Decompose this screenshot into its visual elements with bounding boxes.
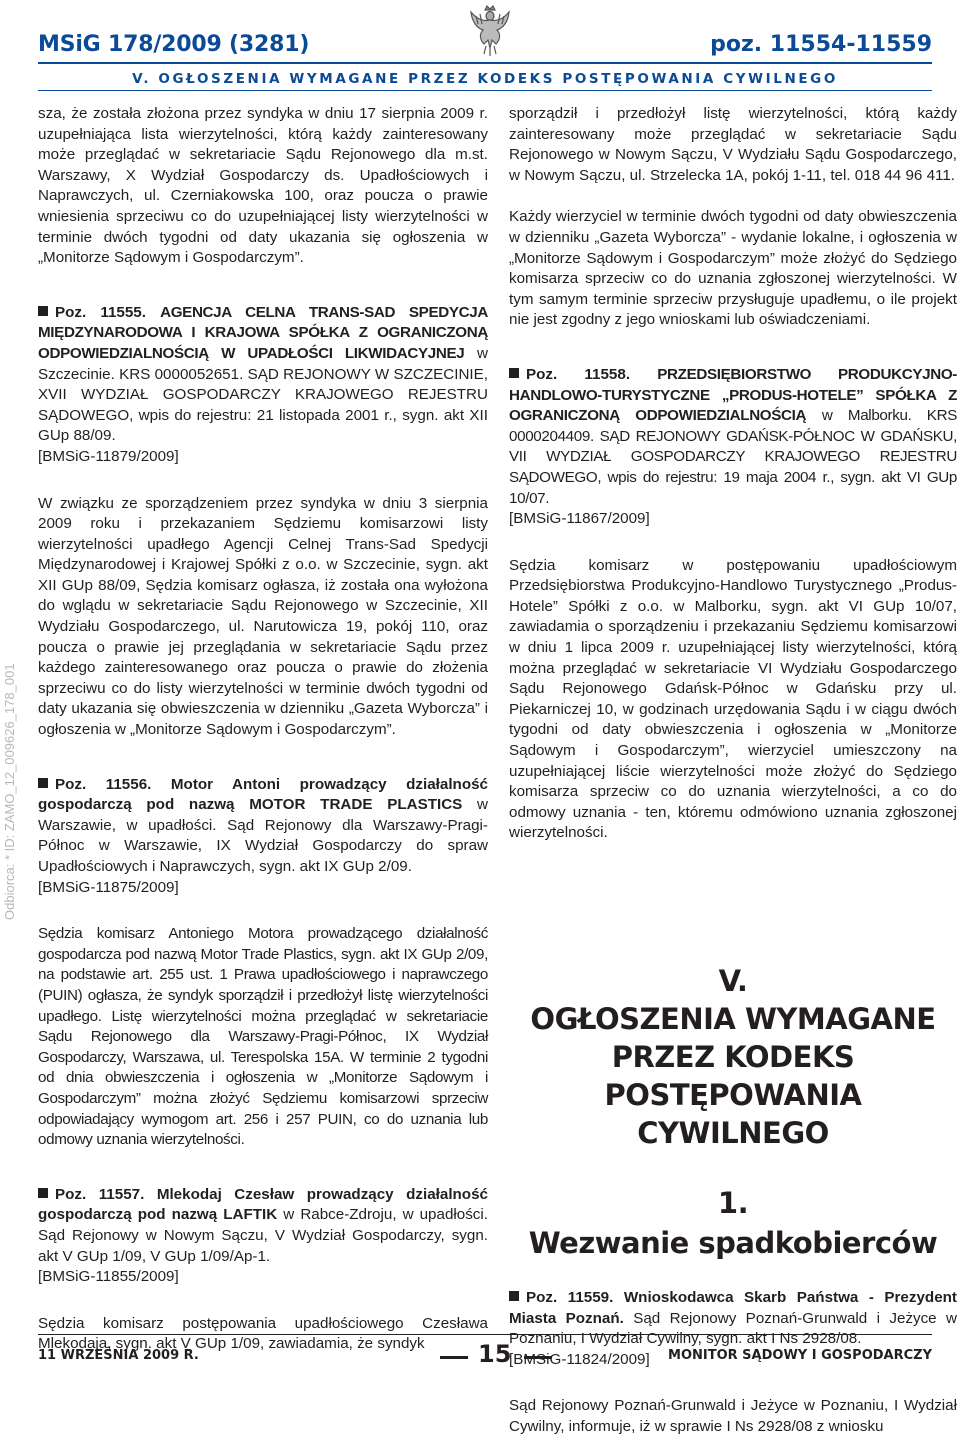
entry-11555 [38, 303, 488, 741]
header-subrule [38, 90, 932, 91]
entry-reference: [BMSiG-11875/2009] [38, 878, 179, 896]
entry-body: Sędzia komisarz Antoniego Motora prowadzącego działalność gospodarcza pod nazwą Motor Trade Plastics, sygn. akt IX GUp 2/09, na podstawie art. 255 ust. 1 Prawa upadłościowego i naprawczego (PUIN) ogłasza, że syndyk sporządził i przedłożył listę wierzytelności upadłego. Listę wierzytelności można przeglądać w sekretariacie Sądu Rejonowego dla Warszawy-Pragi-Północ, IX Wydział Gospodarczy, Warszawa, ul. Terespolska 15A. W terminie 2 tygodni od dnia obwieszczenia i ogłoszenia w „Monitorze Sądowym i Gospodarczym” można złożyć Sędziemu komisarzowi sprzeciw odpowiadający wymogom art. 256 i 257 PUIN, co do uznania lub odmowy uznania wierzytelności. [38, 925, 488, 1149]
page-number: 15 [478, 1340, 512, 1368]
entry-heading [38, 775, 488, 878]
entry-heading [38, 303, 488, 447]
entry-title: Wnioskodawca Skarb Państwa - Prezydent Miasta Poznań. [509, 1289, 957, 1327]
section-title-line-3: POSTĘPOWANIA CYWILNEGO [604, 1078, 862, 1150]
entry-number: Poz. 11559. [526, 1289, 614, 1306]
entry-details: w Warszawie, w upadłości. Sąd Rejonowy dla Warszawy-Pragi-Północ w Warszawie, IX Wydział Gospodarczy do spraw Upadłościowych i Naprawczych, sygn. akt IX GUp 2/09. [38, 796, 488, 875]
entry-heading [509, 1288, 957, 1350]
square-bullet-icon [38, 306, 48, 316]
entry-details: w Rabce-Zdroju, w upadłości. Sąd Rejonowy w Nowym Sączu, V Wydział Gospodarczy, sygn. akt V GUp 1/09, V GUp 1/09/Ap-1. [38, 1206, 488, 1265]
entry-title: AGENCJA CELNA TRANS-SAD SPEDYCJA MIĘDZYNARODOWA I KRAJOWA SPÓŁKA Z OGRANICZONĄ ODPOWIEDZIALNOŚCIĄ W UPADŁOŚCI LIKWIDACYJNEJ [38, 303, 488, 362]
issue-number: MSiG 178/2009 (3281) [38, 32, 310, 57]
entry-11556 [38, 775, 488, 1151]
entry-reference: [BMSiG-11824/2009] [509, 1350, 650, 1368]
entry-body: Sędzia komisarz postępowania upadłościowego Czesława Mlekodaja, sygn. akt V GUp 1/09, zawiadamia, że syndyk [38, 1314, 488, 1353]
square-bullet-icon [38, 778, 48, 788]
entry-details: Sąd Rejonowy Poznań-Grunwald i Jeżyce w Poznaniu, I Wydział Cywilny, sygn. akt I Ns 2928/08. [509, 1309, 957, 1348]
entry-11557 [38, 1185, 488, 1355]
entry-reference: [BMSiG-11855/2009] [38, 1268, 179, 1286]
entry-body: Sąd Rejonowy Poznań-Grunwald i Jeżyce w Poznaniu, I Wydział Cywilny, informuje, iż w sprawie I Ns 2928/08 z wniosku [509, 1397, 957, 1435]
entry-body: W związku ze sporządzeniem przez syndyka w dniu 3 sierpnia 2009 roku i przekazaniem Sędziemu komisarzowi listy wierzytelności upadłego Agencji Celnej Trans-Sad Spedycji Międzynarodowej i Krajowej Spółki z o.o. w Szczecinie, sygn. akt XII GUp 88/09, Sędzia komisarz ogłasza, iż została ona wyłożona do wglądu w sekretariacie Sądu Rejonowego w Szczecinie, XII Wydziału Gospodarczego, ul. Narutowicza 19, pokój 110, oraz poucza o prawie jej przeglądania w sekretariacie Sądu przez każdego zainteresowanego oraz poucza o prawie do złożenia sprzeciwu co do listy wierzytelności w terminie dwóch tygodni od daty ukazania się obwieszczenia w dzienniku „Gazeta Wyborcza” i ogłoszenia w „Monitorze Sądowym i Gospodarczym”. [38, 494, 488, 739]
entry-reference: [BMSiG-11879/2009] [38, 447, 179, 465]
entry-heading [38, 1185, 488, 1267]
subsection-number: 1. [717, 1186, 749, 1220]
entry-number: Poz. 11556. [55, 775, 152, 793]
objection-paragraph: Każdy wierzyciel w terminie dwóch tygodni od daty obwieszczenia w dzienniku „Gazeta Wyborcza” - wydanie lokalne, i ogłoszenia w „Monitorze Sądowym i Gospodarczym” może złożyć do Sędziego komisarza sprzeciw co do uznania zgłoszonej wierzytelności. W tym samym terminie sprzeciw przysługuje upadłemu, o ile projekt nie jest zgodny z jego wnioskami lub oświadczeniami. [509, 208, 957, 329]
position-range: poz. 11554-11559 [710, 32, 932, 57]
continued-paragraph: sporządził i przedłożył listę wierzytelności, którą każdy zainteresowany może przeglądać w sekretariacie Sądu Rejonowego w Nowym Sączu, V Wydziału Sądu Gospodarczego, w Nowym Sączu, ul. Strzelecka 1A, pokój 1-11, tel. 018 44 96 411. [509, 105, 957, 184]
square-bullet-icon [509, 368, 519, 378]
entry-heading [509, 365, 957, 509]
entry-title: Motor Antoni prowadzący działalność gospodarczą pod nazwą MOTOR TRADE PLASTICS [38, 775, 488, 814]
header-rule [38, 62, 932, 64]
section-title-line-1: OGŁOSZENIA WYMAGANE [530, 1002, 936, 1036]
section-running-title: V. OGŁOSZENIA WYMAGANE PRZEZ KODEKS POSTĘPOWANIA CYWILNEGO [132, 71, 838, 87]
entry-details: w Szczecinie. KRS 0000052651. SĄD REJONOWY W SZCZECINIE, XVII WYDZIAŁ GOSPODARCZY KRAJOWEGO REJESTRU SĄDOWEGO, wpis do rejestru: 21 listopada 2001 r., sygn. akt XII GUp 88/09. [38, 344, 488, 445]
polish-eagle-emblem-icon [468, 4, 512, 58]
subsection-title: Wezwanie spadkobierców [528, 1226, 938, 1260]
entry-details: w Malborku. KRS 0000204409. SĄD REJONOWY GDAŃSK-PÓŁNOC W GDAŃSKU, VII WYDZIAŁ GOSPODARCZY KRAJOWEGO REJESTRU SĄDOWEGO, wpis do rejestru: 19 maja 2004 r., sygn. akt VI GUp 10/07. [509, 407, 957, 507]
page-number-dash-right [524, 1356, 552, 1359]
section-number: V. [718, 964, 748, 998]
entry-number: Poz. 11555. [55, 303, 146, 321]
square-bullet-icon [38, 1188, 48, 1198]
entry-11558 [509, 365, 957, 844]
page-number-dash-left [440, 1356, 468, 1359]
entry-reference: [BMSiG-11867/2009] [509, 510, 650, 528]
entry-title: PRZEDSIĘBIORSTWO PRODUKCYJNO-HANDLOWO-TURYSTYCZNE „PRODUS-HOTELE” SPÓŁKA Z OGRANICZONĄ ODPOWIEDZIALNOŚCIĄ [509, 365, 957, 425]
section-title-line-2: PRZEZ KODEKS [611, 1040, 855, 1074]
entry-title: Mlekodaj Czesław prowadzący działalność gospodarczą pod nazwą LAFTIK [38, 1185, 488, 1224]
footer-publication: MONITOR SĄDOWY I GOSPODARCZY [668, 1348, 932, 1363]
entry-body: Sędzia komisarz w postępowaniu upadłościowym Przedsiębiorstwa Produkcyjno-Handlowo Turystycznego „Produs-Hotele” Spółki z o.o. w Malborku, sygn. akt VI GUp 10/07, zawiadamia o sporządzeniu i przekazaniu Sędziemu komisarzowi w dniu 1 lipca 2009 r. uzupełniającej listy wierzytelności, którą można przeglądać w sekretariacie VI Wydziału Gospodarczego Sądu Rejonowego Gdańsk-Północ w Gdańsku przy ul. Piekarniczej 10, w godzinach urzędowania Sądu i w ciągu dwóch tygodni od daty obwieszczenia i ogłoszenia w „Monitorze Sądowym i Gospodarczym”, wierzyciel umieszczony na uzupełniającej liście wierzytelności może złożyć do Sędziego komisarza sprzeciw co do uznania wierzytelności, a co do odmowy uznania - ten, któremu odmówiono uznania zgłoszonej wierzytelności. [509, 556, 957, 842]
section-heading [509, 962, 957, 1262]
right-column [509, 104, 957, 1438]
recipient-watermark: Odbiorca: * ID: ZAMO_12_009626_178_001 [2, 663, 17, 920]
square-bullet-icon [509, 1291, 519, 1301]
footer-date: 11 WRZEŚNIA 2009 R. [38, 1348, 199, 1363]
footer-rule [38, 1334, 932, 1335]
continued-paragraph: sza, że została złożona przez syndyka w dniu 17 sierpnia 2009 r. uzupełniająca lista wierzytelności, którą każdy zainteresowany może przeglądać w sekretariacie Sądu Rejonowego dla m.st. Warszawy, X Wydział Gospodarczy ds. Upadłościowych i Naprawczych, ul. Czerniakowska 100, oraz poucza o prawie wniesienia sprzeciwu co do uzupełniającej listy wierzytelności w terminie dwóch tygodni od daty ukazania się ogłoszenia w „Monitorze Sądowym i Gospodarczym”. [38, 105, 488, 267]
entry-number: Poz. 11558. [526, 365, 631, 383]
entry-number: Poz. 11557. [55, 1185, 145, 1203]
left-column [38, 104, 488, 1355]
